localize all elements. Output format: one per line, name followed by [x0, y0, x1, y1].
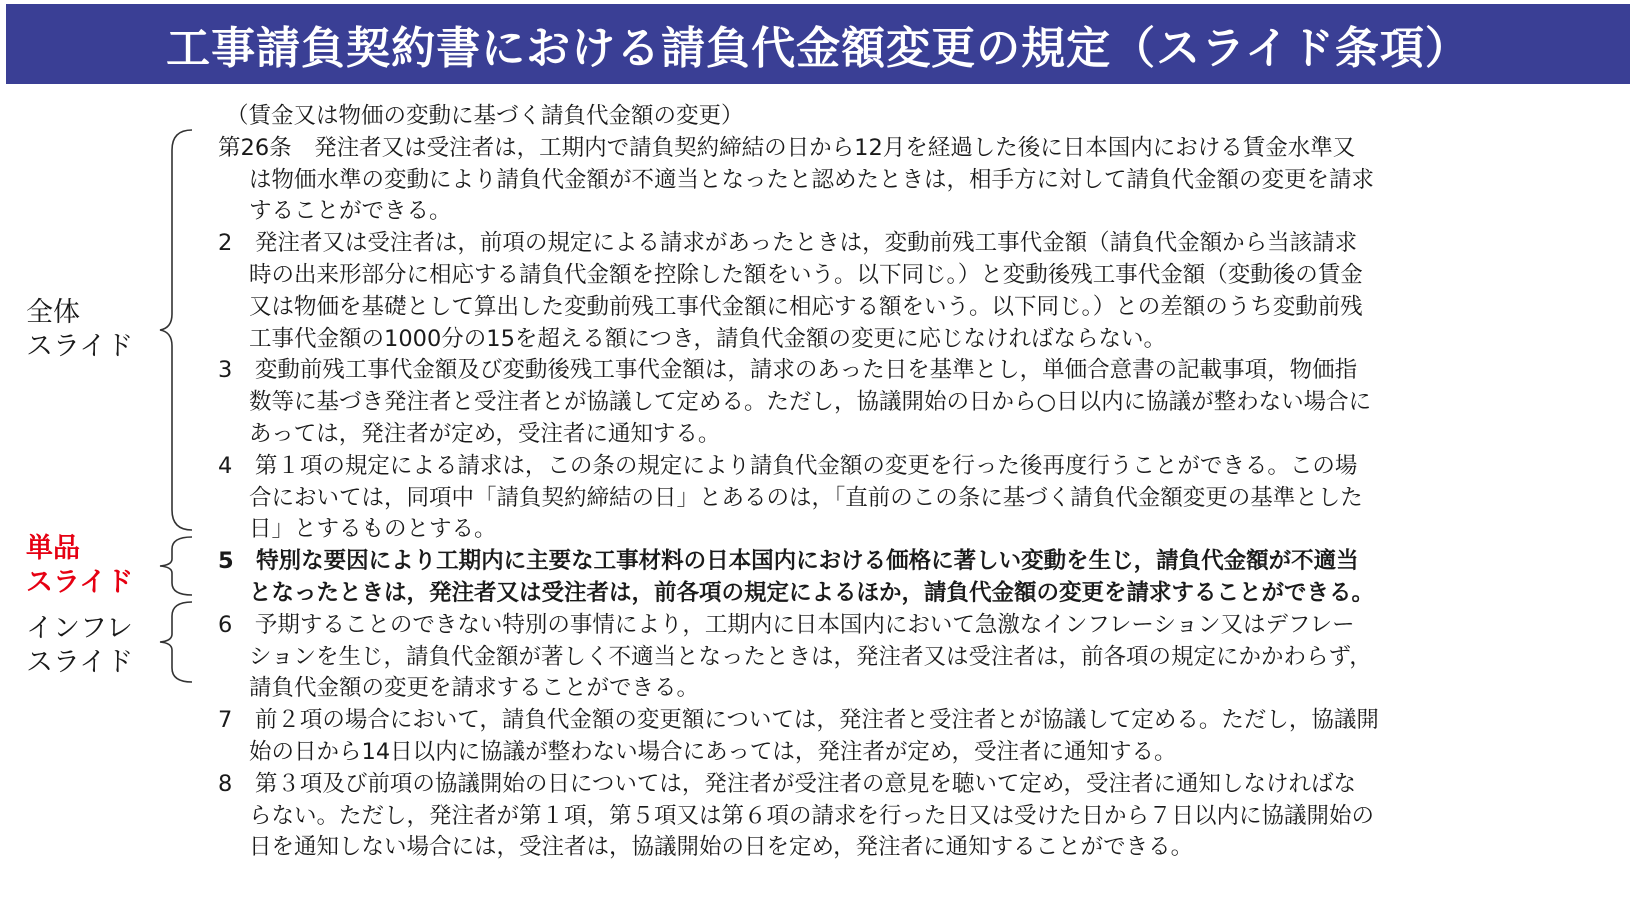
title-bar	[6, 4, 1630, 84]
clause-26-5-line: 5 特別な要因により工期内に主要な工事材料の日本国内における価格に著しい変動を生じ，請負代金額が不適当	[218, 548, 1359, 575]
brace-infure	[158, 600, 198, 684]
clause-26-2-line: 工事代金額の1000分の15を超える額につき，請負代金額の変更に応じなければならない。	[249, 325, 1167, 352]
clause-26-6-line: 6 予期することのできない特別の事情により，工期内に日本国内において急激なインフレーション又はデフレー	[218, 611, 1355, 638]
clause-26-3-line: 3 変動前残工事代金額及び変動後残工事代金額は，請求のあった日を基準とし，単価合意書の記載事項，物価指	[218, 357, 1358, 384]
label-zentai-slide	[26, 296, 133, 364]
contract-text	[218, 101, 1618, 864]
clause-26-7-line: 始の日から14日以内に協議が整わない場合にあっては，発注者が定め，受注者に通知する。	[249, 738, 1177, 765]
page-title: 工事請負契約書における請負代金額変更の規定（スライド条項）	[166, 23, 1470, 74]
label-tanpin-line2: スライド	[26, 567, 134, 598]
clause-26-3-line: 数等に基づき発注者と受注者とが協議して定める。ただし，協議開始の日から○日以内に協議が整わない場合に	[249, 389, 1372, 416]
clause-26-4-line: 4 第１項の規定による請求は，この条の規定により請負代金額の変更を行った後再度行うことができる。この場	[218, 452, 1358, 479]
clause-26-2-line: 2 発注者又は受注者は，前項の規定による請求があったときは，変動前残工事代金額（請負代金額から当該請求	[218, 230, 1358, 257]
clause-26-4-line: 合においては，同項中「請負契約締結の日」とあるのは，「直前のこの条に基づく請負代金額変更の基準とした	[249, 484, 1363, 511]
clause-26-2-line: 又は物価を基礎として算出した変動前残工事代金額に相応する額をいう。以下同じ。）との差額のうち変動前残	[249, 293, 1363, 320]
clause-26-6-line: 請負代金額の変更を請求することができる。	[249, 675, 700, 702]
clause-caption: （賃金又は物価の変動に基づく請負代金額の変更）	[226, 103, 744, 129]
clause-26-8-line: 8 第３項及び前項の協議開始の日については，発注者が受注者の意見を聴いて定め，受注者に通知しなければな	[218, 770, 1356, 797]
label-tanpin-line1: 単品	[26, 533, 80, 564]
clause-26-1-line: することができる。	[249, 198, 452, 225]
clause-26-7-line: 7 前２項の場合において，請負代金額の変更額については，発注者と受注者とが協議して定める。ただし，協議開	[218, 707, 1379, 734]
label-zentai-line2: スライド	[26, 331, 134, 362]
brace-zentai	[158, 128, 198, 532]
label-infure-slide	[26, 612, 133, 680]
label-infure-line1: インフレ	[26, 613, 133, 644]
clause-26-8-line: らない。ただし，発注者が第１項，第５項又は第６項の請求を行った日又は受けた日から７日以内に協議開始の	[249, 802, 1375, 829]
clause-26-5-line: となったときは，発注者又は受注者は，前各項の規定によるほか，請負代金額の変更を請求することができる。	[249, 579, 1375, 606]
clause-26-3-line: あっては，発注者が定め，受注者に通知する。	[249, 420, 721, 447]
clause-26-2-line: 時の出来形部分に相応する請負代金額を控除した額をいう。以下同じ。）と変動後残工事代金額（変動後の賃金	[249, 261, 1363, 288]
clause-26-1-line: は物価水準の変動により請負代金額が不適当となったと認めたときは，相手方に対して請負代金額の変更を請求	[249, 166, 1375, 193]
clause-26-6-line: ションを生じ，請負代金額が著しく不適当となったときは，発注者又は受注者は，前各項の規定にかかわらず，	[249, 643, 1372, 670]
label-tanpin-slide	[26, 532, 133, 600]
clause-26-1-line: 第26条 発注者又は受注者は，工期内で請負契約締結の日から12月を経過した後に日本国内における賃金水準又	[218, 134, 1356, 161]
label-infure-line2: スライド	[26, 647, 134, 678]
clause-26-4-line: 日」とするものとする。	[249, 516, 497, 543]
brace-tanpin	[158, 535, 198, 597]
label-zentai-line1: 全体	[26, 297, 80, 328]
clause-26-8-line: 日を通知しない場合には，受注者は，協議開始の日を定め，発注者に通知することができる。	[249, 834, 1194, 861]
